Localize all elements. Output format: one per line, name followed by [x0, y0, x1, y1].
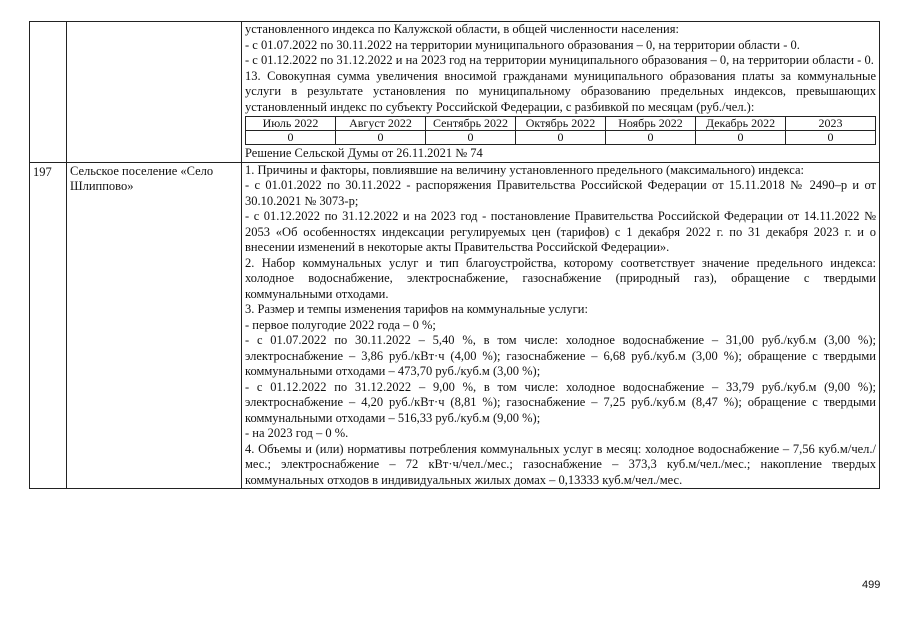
- table-header-row: [246, 117, 876, 131]
- table-cell: 0: [786, 131, 876, 145]
- table-cell: 0: [336, 131, 426, 145]
- column-header: Сентябрь 2022: [426, 117, 516, 131]
- table-cell: 0: [606, 131, 696, 145]
- text-line: - с 01.01.2022 по 30.11.2022 - распоряжения Правительства Российской Федерации от 15.11.2018 № 2490–р и от 30.10.2021 № 3073-р;: [245, 178, 876, 208]
- table-row: [246, 131, 876, 145]
- row-number-cell: 197: [30, 162, 67, 489]
- page-number: 499: [862, 579, 881, 591]
- text-line: - первое полугодие 2022 года – 0 %;: [245, 317, 436, 332]
- text-line: 2. Набор коммунальных услуг и тип благоустройства, которому соответствует значение предельного индекса: холодное водоснабжение, электроснабжение, газоснабжение (природный газ), обращение с твердыми коммунальными отходами.: [245, 255, 876, 301]
- text-line: - на 2023 год – 0 %.: [245, 426, 349, 440]
- column-header: Август 2022: [336, 117, 426, 131]
- text-line: - с 01.07.2022 по 30.11.2022 – 5,40 %, в том числе: холодное водоснабжение – 31,00 руб./куб.м (3,00 %); электроснабжение – 3,86 руб./кВт·ч (4,00 %); газоснабжение – 6,68 руб./куб.м (3,00 %); обращение с твердыми коммунальными отходами – 473,70 руб./куб.м (3,00 %);: [245, 333, 876, 378]
- main-table: [29, 21, 880, 489]
- table-cell: 0: [246, 131, 336, 145]
- row-details-cell: [242, 162, 880, 489]
- decision-reference: Решение Сельской Думы от 26.11.2021 № 74: [245, 146, 483, 160]
- column-header: Ноябрь 2022: [606, 117, 696, 131]
- column-header: Октябрь 2022: [516, 117, 606, 131]
- table-cell: 0: [696, 131, 786, 145]
- text-line: 1. Причины и факторы, повлиявшие на величину установленного предельного (максимального) индекса:: [245, 162, 804, 177]
- settlement-name-cell: Сельское поселение «Село Шлиппово»: [67, 162, 242, 489]
- text-line: - с 01.07.2022 по 30.11.2022 на территории муниципального образования – 0, на территории области - 0.: [245, 37, 800, 52]
- row-details-cell: [242, 22, 880, 163]
- table-row: [30, 162, 880, 489]
- row-number-cell: [30, 22, 67, 163]
- column-header: Декабрь 2022: [696, 117, 786, 131]
- table-row: [30, 22, 880, 163]
- monthly-sum-table: [245, 116, 876, 145]
- table-cell: 0: [426, 131, 516, 145]
- table-cell: 0: [516, 131, 606, 145]
- column-header: Июль 2022: [246, 117, 336, 131]
- text-line: 13. Совокупная сумма увеличения вносимой гражданами муниципального образования платы за коммунальные услуги в результате установления по муниципальному образованию предельных индексов, превышающих установленный индекс по субъекту Российской Федерации, с разбивкой по месяцам (руб./чел.):: [245, 68, 876, 114]
- text-line: установленного индекса по Калужской области, в общей численности населения:: [245, 22, 679, 36]
- text-line: 4. Объемы и (или) нормативы потребления коммунальных услуг в месяц: холодное водоснабжение – 7,56 куб.м/чел./мес.; электроснабжение – 72 кВт·ч/чел./мес.; газоснабжение – 373,3 куб.м/чел./мес.; накопление твердых коммунальных отходов в индивидуальных жилых домах – 0,13333 куб.м/чел./мес.: [245, 441, 876, 487]
- text-line: 3. Размер и темпы изменения тарифов на коммунальные услуги:: [245, 302, 588, 316]
- text-line: - с 01.12.2022 по 31.12.2022 и на 2023 год на территории муниципального образования – 0, на территории области - 0.: [245, 53, 874, 67]
- text-line: - с 01.12.2022 по 31.12.2022 и на 2023 год - постановление Правительства Российской Федерации от 14.11.2022 № 2053 «Об особенностях индексации регулируемых цен (тарифов) с 1 декабря 2022 г. по 31 декабря 2023 г. и о внесении изменений в некоторые акты Правительства Российской Федерации».: [245, 209, 876, 254]
- column-header: 2023: [786, 117, 876, 131]
- text-line: - с 01.12.2022 по 31.12.2022 – 9,00 %, в том числе: холодное водоснабжение – 33,79 руб./куб.м (9,00 %); электроснабжение – 4,20 руб./кВт·ч (8,81 %); газоснабжение – 7,25 руб./куб.м (8,47 %); обращение с твердыми коммунальными отходами – 516,33 руб./куб.м (9,00 %);: [245, 379, 876, 425]
- settlement-name-cell: [67, 22, 242, 163]
